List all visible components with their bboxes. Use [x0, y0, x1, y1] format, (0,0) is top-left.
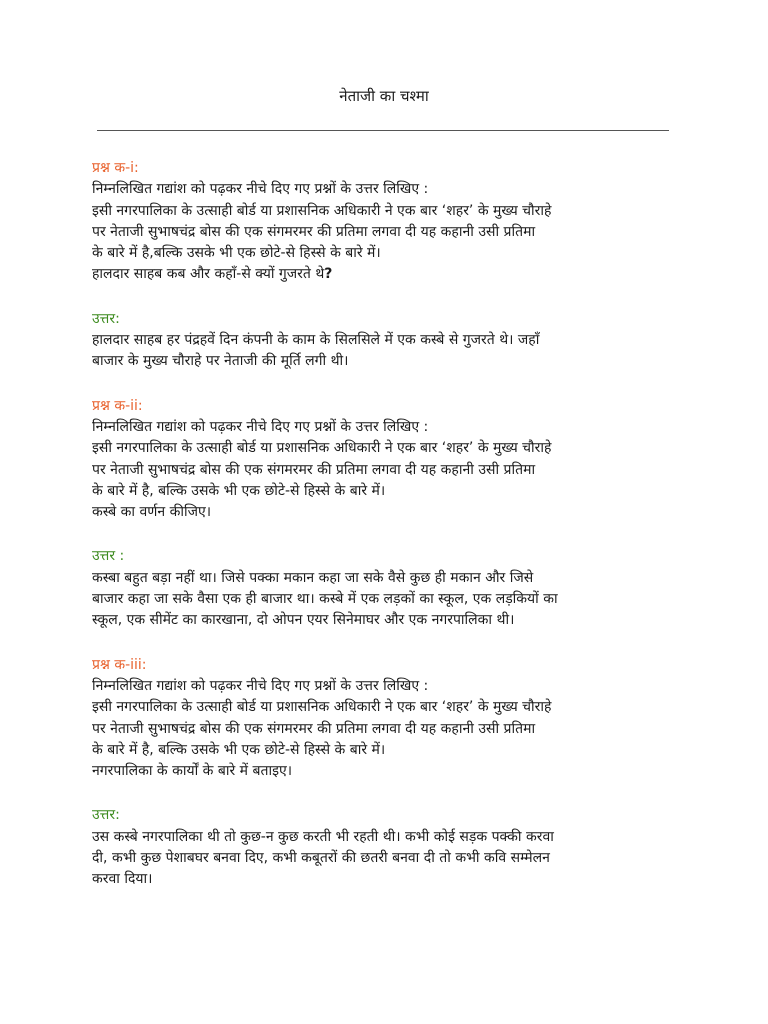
answer-line: बाजार के मुख्य चौराहे पर नेताजी की मूर्ति लगी थी।	[92, 353, 349, 370]
question-3-label: प्रश्न क-iii:	[92, 656, 147, 673]
answer-3-label: उत्तर:	[92, 807, 120, 824]
answer-line: हालदार साहब हर पंद्रहवें दिन कंपनी के काम के सिलसिले में एक कस्बे से गुजरते थे। जहाँ	[92, 332, 540, 349]
answer-line: उस कस्बे नगरपालिका थी तो कुछ-न कुछ करती भी रहती थी। कभी कोई सड़क पक्की करवा	[92, 828, 554, 845]
passage-line: पर नेताजी सुभाषचंद्र बोस की एक संगमरमर की प्रतिमा लगवा दी यह कहानी उसी प्रतिमा	[92, 223, 536, 240]
passage-line: पर नेताजी सुभाषचंद्र बोस की एक संगमरमर की प्रतिमा लगवा दी यह कहानी उसी प्रतिमा	[92, 720, 536, 737]
passage-line: के बारे में है, बल्कि उसके भी एक छोटे-से हिस्से के बारे में।	[92, 741, 386, 758]
question-2-text: कस्बे का वर्णन कीजिए।	[92, 504, 212, 521]
title-divider	[97, 130, 669, 131]
answer-3-block	[92, 805, 682, 890]
answer-line: स्कूल, एक सीमेंट का कारखाना, दो ओपन एयर सिनेमाघर और एक नगरपालिका थी।	[92, 612, 515, 629]
question-mark: ?	[324, 266, 333, 283]
passage-line: इसी नगरपालिका के उत्साही बोर्ड या प्रशासनिक अधिकारी ने एक बार ‘शहर’ के मुख्य चौराहे	[92, 699, 552, 716]
question-2-block	[92, 396, 682, 524]
answer-1-block	[92, 309, 682, 373]
question-1-text	[92, 264, 682, 285]
page-title: नेताजी का चश्मा	[339, 87, 429, 105]
answer-2-block	[92, 546, 682, 631]
passage-line: के बारे में है,बल्कि उसके भी एक छोटे-से हिस्से के बारे में।	[92, 245, 381, 262]
passage-line: पर नेताजी सुभाषचंद्र बोस की एक संगमरमर की प्रतिमा लगवा दी यह कहानी उसी प्रतिमा	[92, 461, 536, 478]
question-2-label: प्रश्न क-ii:	[92, 397, 143, 414]
document-body	[92, 158, 682, 914]
question-3-instruction: निम्नलिखित गद्यांश को पढ़कर नीचे दिए गए प्रश्नों के उत्तर लिखिए :	[92, 677, 429, 694]
question-3-text: नगरपालिका के कार्यों के बारे में बताइए।	[92, 763, 293, 780]
answer-line: बाजार कहा जा सके वैसा एक ही बाजार था। कस्बे में एक लड़कों का स्कूल, एक लड़कियों का	[92, 591, 558, 608]
question-2-instruction: निम्नलिखित गद्यांश को पढ़कर नीचे दिए गए प्रश्नों के उत्तर लिखिए :	[92, 418, 429, 435]
passage-line: इसी नगरपालिका के उत्साही बोर्ड या प्रशासनिक अधिकारी ने एक बार ‘शहर’ के मुख्य चौराहे	[92, 440, 552, 457]
question-1-block	[92, 158, 682, 286]
answer-1-label: उत्तर:	[92, 310, 120, 327]
answer-line: कस्बा बहुत बड़ा नहीं था। जिसे पक्का मकान कहा जा सके वैसे कुछ ही मकान और जिसे	[92, 569, 534, 586]
question-3-block	[92, 655, 682, 783]
question-1-text-body: हालदार साहब कब और कहाँ-से क्यों गुजरते थे	[92, 266, 325, 283]
passage-line: के बारे में है, बल्कि उसके भी एक छोटे-से हिस्से के बारे में।	[92, 482, 386, 499]
passage-line: इसी नगरपालिका के उत्साही बोर्ड या प्रशासनिक अधिकारी ने एक बार ‘शहर’ के मुख्य चौराहे	[92, 202, 552, 219]
answer-line: दी, कभी कुछ पेशाबघर बनवा दिए, कभी कबूतरों की छतरी बनवा दी तो कभी कवि सम्मेलन	[92, 850, 550, 867]
answer-line: करवा दिया।	[92, 871, 153, 888]
question-1-label: प्रश्न क-i:	[92, 160, 139, 176]
question-1-instruction: निम्नलिखित गद्यांश को पढ़कर नीचे दिए गए प्रश्नों के उत्तर लिखिए :	[92, 181, 429, 198]
answer-2-label: उत्तर :	[92, 548, 125, 565]
